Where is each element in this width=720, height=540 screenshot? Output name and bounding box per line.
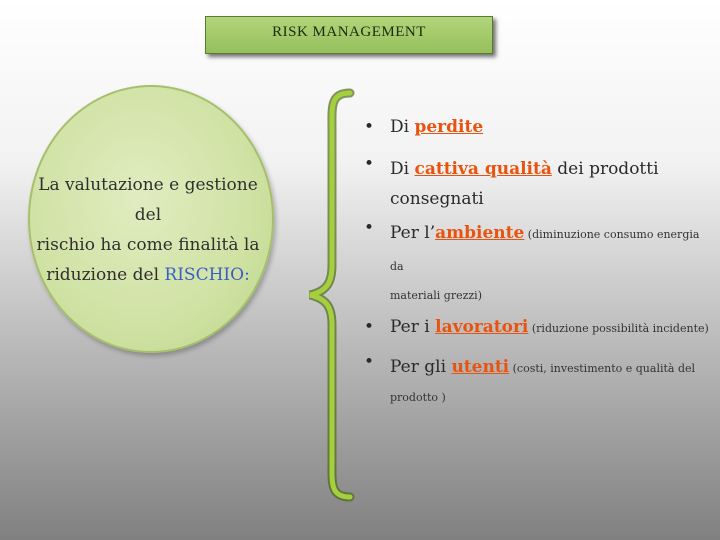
bullet-note: (costi, investimento e qualità del	[509, 362, 696, 375]
ellipse-line-3	[28, 260, 268, 290]
left-brace-shape	[300, 85, 360, 500]
bullet-dot: •	[364, 218, 375, 238]
bullet-item-lavoratori	[362, 312, 714, 342]
bullet-dot: •	[364, 117, 375, 137]
bullet-prefix: Di	[390, 159, 415, 179]
bullet-prefix: Per l’	[390, 223, 436, 243]
ellipse-line-3-prefix: riduzione del	[46, 265, 165, 285]
bullet-note: (diminuzione consumo energia da	[390, 228, 700, 273]
bullet-highlight: utenti	[451, 357, 510, 377]
bullet-item-qualita	[362, 154, 714, 214]
ellipse-keyword: RISCHIO:	[164, 265, 250, 285]
bullet-highlight: lavoratori	[435, 317, 529, 337]
bullet-item-ambiente	[362, 218, 714, 310]
bullet-item-perdite	[362, 112, 714, 142]
ellipse-line-1: La valutazione e gestione del	[38, 175, 258, 225]
bullet-item-utenti	[362, 352, 714, 412]
title-box	[205, 16, 493, 54]
slide-title: RISK MANAGEMENT	[272, 24, 426, 40]
bullet-continuation: materiali grezzi)	[390, 289, 482, 302]
bullet-prefix: Di	[390, 117, 415, 137]
bullet-dot: •	[364, 317, 375, 337]
bullet-prefix: Per i	[390, 317, 436, 337]
bullet-highlight: perdite	[414, 117, 484, 137]
bullet-dot: •	[364, 352, 375, 372]
ellipse-text	[28, 170, 268, 290]
bullet-highlight: ambiente	[435, 223, 525, 243]
bullet-list	[362, 112, 714, 412]
bullet-highlight: cattiva qualità	[414, 159, 552, 179]
bullet-continuation: prodotto )	[390, 391, 446, 404]
ellipse-line-2: rischio ha come finalità la	[36, 235, 260, 255]
bullet-dot: •	[364, 154, 375, 174]
bullet-prefix: Per gli	[390, 357, 452, 377]
bullet-continuation: consegnati	[390, 189, 484, 209]
bullet-note: (riduzione possibilità incidente)	[528, 322, 709, 335]
bullet-suffix: dei prodotti	[551, 159, 659, 179]
